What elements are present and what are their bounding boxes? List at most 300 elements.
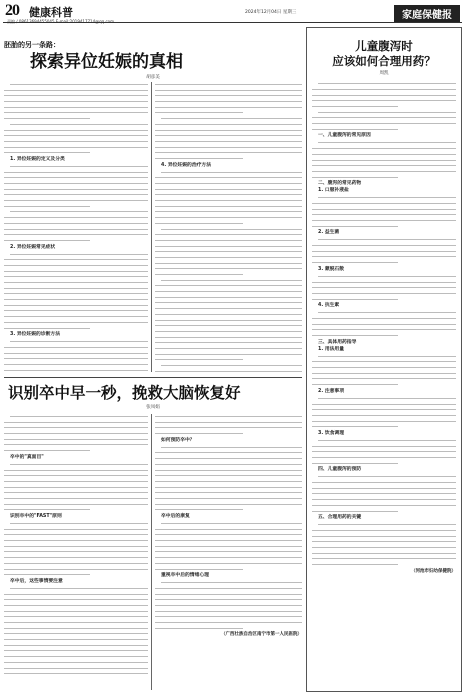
text-line [4, 420, 148, 423]
text-line [155, 198, 302, 201]
text-line [155, 346, 302, 349]
text-line [4, 496, 148, 499]
text-line [155, 450, 302, 453]
text-line [4, 507, 148, 510]
text-line [4, 99, 148, 102]
text-line [155, 580, 302, 583]
text-line [4, 485, 148, 488]
text-line [155, 335, 302, 338]
text-line [4, 592, 148, 595]
paragraph-block [312, 237, 456, 265]
text-line [155, 445, 302, 448]
text-line [312, 474, 456, 477]
text-line [155, 626, 302, 629]
paragraph-block [312, 140, 456, 180]
text-line [4, 204, 148, 207]
text-line [4, 280, 148, 283]
text-line [4, 252, 148, 255]
text-line [312, 509, 456, 512]
text-line [4, 414, 148, 417]
article-3-credit: （河池市妇幼保健院） [411, 568, 456, 574]
text-line [4, 521, 148, 524]
text-line [312, 365, 456, 368]
text-line [312, 212, 456, 215]
text-line [312, 480, 456, 483]
text-line [4, 555, 148, 558]
paragraph-block [155, 521, 302, 572]
text-line [4, 164, 148, 167]
column-divider [151, 82, 152, 372]
text-line [155, 244, 302, 247]
text-line [4, 462, 148, 465]
text-line [312, 274, 456, 277]
text-line [4, 303, 148, 306]
text-line [312, 237, 456, 240]
text-line [312, 254, 456, 257]
text-line [312, 539, 456, 542]
text-line [4, 549, 148, 552]
text-line [155, 105, 302, 108]
text-line [155, 538, 302, 541]
text-line [312, 260, 456, 263]
text-line [4, 339, 148, 342]
section-title: 健康科普 [29, 6, 73, 19]
text-line [4, 181, 148, 184]
text-line [4, 671, 148, 674]
text-line [155, 116, 302, 119]
text-line [4, 345, 148, 348]
text-line [312, 461, 456, 464]
text-line [4, 527, 148, 530]
text-line [4, 105, 148, 108]
text-line [155, 329, 302, 332]
issue-date: 2024年12月04日 星期三 [245, 10, 297, 15]
text-line [312, 402, 456, 405]
text-line [312, 396, 456, 399]
text-line [312, 545, 456, 548]
text-line [155, 128, 302, 131]
article-2-col-2 [155, 414, 302, 692]
text-line [155, 496, 302, 499]
text-line [155, 549, 302, 552]
text-line [312, 152, 456, 155]
text-line [312, 522, 456, 525]
text-line [4, 308, 148, 311]
text-line [155, 521, 302, 524]
text-line [4, 122, 148, 125]
text-line [155, 456, 302, 459]
text-line [4, 326, 148, 329]
text-line [155, 567, 302, 570]
text-line [155, 323, 302, 326]
text-line [155, 139, 302, 142]
text-line [4, 479, 148, 482]
article-1-kicker: 胚胎的另一条路： [4, 41, 60, 49]
text-line [312, 207, 456, 210]
text-line [312, 528, 456, 531]
paragraph-block [312, 474, 456, 514]
text-line [4, 192, 148, 195]
text-line [4, 538, 148, 541]
text-line [155, 278, 302, 281]
text-line [155, 603, 302, 606]
text-line [4, 431, 148, 434]
text-line [155, 272, 302, 275]
text-line [4, 614, 148, 617]
text-line [312, 127, 456, 130]
paragraph-block [4, 252, 148, 332]
text-line [155, 507, 302, 510]
text-line [4, 116, 148, 119]
text-line [4, 291, 148, 294]
article-2-subhead: 如何预防卒中？ [161, 437, 195, 443]
text-line [155, 88, 302, 91]
text-line [4, 82, 148, 85]
text-line [312, 354, 456, 357]
article-1-col-2 [155, 82, 302, 374]
text-line [4, 257, 148, 260]
text-line [155, 232, 302, 235]
text-line [4, 286, 148, 289]
article-2-subhead: 重视卒中后的情绪心理 [161, 573, 209, 579]
article-3-subhead: 2. 注意事项 [318, 388, 345, 394]
text-line [4, 227, 148, 230]
text-line [4, 356, 148, 359]
text-line [155, 369, 302, 372]
article-divider [4, 377, 302, 378]
article-3-subhead: 三、具体用药指导 [318, 339, 357, 345]
text-line [312, 158, 456, 161]
text-line [4, 368, 148, 371]
text-line [312, 249, 456, 252]
text-line [155, 485, 302, 488]
text-line [4, 221, 148, 224]
text-line [4, 648, 148, 651]
text-line [312, 87, 456, 90]
text-line [4, 660, 148, 663]
paragraph-block [312, 274, 456, 302]
text-line [4, 133, 148, 136]
article-2-byline: 张凤娟 [146, 405, 160, 411]
text-line [4, 502, 148, 505]
text-line [155, 586, 302, 589]
text-line [4, 232, 148, 235]
text-line [4, 314, 148, 317]
text-line [312, 104, 456, 107]
text-line [312, 562, 456, 565]
text-line [312, 497, 456, 500]
text-line [155, 145, 302, 148]
paragraph-block [312, 438, 456, 466]
text-line [312, 316, 456, 319]
text-line [312, 491, 456, 494]
text-line [155, 425, 302, 428]
text-line [155, 266, 302, 269]
text-line [4, 567, 148, 570]
text-line [155, 249, 302, 252]
text-line [4, 128, 148, 131]
article-1-subhead: 1. 异位妊娠的定义及分类 [10, 156, 65, 162]
text-line [4, 110, 148, 113]
text-line [155, 473, 302, 476]
paragraph-block [4, 586, 148, 677]
text-line [4, 666, 148, 669]
text-line [312, 486, 456, 489]
page-number: 20 [5, 2, 19, 19]
article-3-subhead: 3. 饮食调理 [318, 430, 345, 436]
text-line [312, 455, 456, 458]
article-3-subhead: 二、腹泻的常见药物 [318, 181, 362, 187]
text-line [4, 654, 148, 657]
text-line [4, 88, 148, 91]
text-line [4, 425, 148, 428]
text-line [4, 187, 148, 190]
text-line [155, 93, 302, 96]
text-line [155, 192, 302, 195]
paragraph-block [4, 82, 148, 156]
paragraph-block [312, 195, 456, 229]
text-line [312, 382, 456, 385]
text-line [312, 201, 456, 204]
text-line [4, 490, 148, 493]
text-line [4, 93, 148, 96]
text-line [4, 297, 148, 300]
text-line [312, 407, 456, 410]
text-line [155, 592, 302, 595]
text-line [155, 204, 302, 207]
text-line [312, 534, 456, 537]
text-line [4, 586, 148, 589]
text-line [312, 424, 456, 427]
article-2-subhead: 卒中后的康复 [161, 514, 190, 519]
text-line [4, 637, 148, 640]
paragraph-block [4, 339, 148, 374]
text-line [155, 295, 302, 298]
article-3-subhead: 4. 抗生素 [318, 303, 340, 309]
text-line [155, 544, 302, 547]
text-line [312, 98, 456, 101]
text-line [312, 93, 456, 96]
text-line [155, 133, 302, 136]
newspaper-brand: 家庭保健报 [394, 5, 460, 22]
text-line [312, 285, 456, 288]
paragraph-block [312, 354, 456, 388]
text-line [155, 255, 302, 258]
text-line [155, 209, 302, 212]
text-line [155, 181, 302, 184]
text-line [4, 150, 148, 153]
text-line [312, 218, 456, 221]
article-3-subhead: 一、儿童腹泻的常见原因 [318, 133, 371, 139]
article-1-headline: 探索异位妊娠的真相 [30, 52, 183, 72]
article-1-subhead: 4. 异位妊娠的治疗方法 [161, 162, 212, 168]
article-3-subhead: 五、合理用药的关键 [318, 515, 362, 521]
text-line [4, 269, 148, 272]
text-line [4, 643, 148, 646]
text-line [312, 322, 456, 325]
text-line [4, 373, 148, 374]
text-line [4, 631, 148, 634]
text-line [155, 187, 302, 190]
paragraph-block [312, 396, 456, 430]
paragraph-block [4, 462, 148, 513]
text-line [312, 556, 456, 559]
article-1-col-1 [4, 82, 148, 374]
paragraph-block [4, 414, 148, 454]
text-line [312, 551, 456, 554]
text-line [4, 145, 148, 148]
text-line [312, 280, 456, 283]
text-line [4, 442, 148, 445]
text-line [155, 221, 302, 224]
text-line [4, 238, 148, 241]
text-line [155, 283, 302, 286]
text-line [155, 420, 302, 423]
text-line [4, 473, 148, 476]
text-line [4, 437, 148, 440]
text-line [312, 419, 456, 422]
paragraph-block [155, 170, 302, 374]
text-line [155, 363, 302, 366]
text-line [155, 532, 302, 535]
paragraph-block [4, 521, 148, 578]
text-line [312, 503, 456, 506]
text-line [312, 310, 456, 313]
text-line [155, 462, 302, 465]
text-line [155, 357, 302, 360]
text-line [155, 300, 302, 303]
text-line [312, 146, 456, 149]
article-3-subhead: 1. 用法用量 [318, 346, 345, 352]
text-line [312, 438, 456, 441]
text-line [155, 215, 302, 218]
text-line [4, 215, 148, 218]
text-line [155, 414, 302, 417]
text-line [155, 175, 302, 178]
article-3-box [306, 27, 462, 692]
paragraph-block [312, 310, 456, 338]
text-line [155, 490, 302, 493]
text-line [312, 413, 456, 416]
text-line [4, 468, 148, 471]
paragraph-block [312, 81, 456, 132]
text-line [4, 532, 148, 535]
text-line [155, 609, 302, 612]
text-line [312, 121, 456, 124]
text-line [155, 340, 302, 343]
text-line [155, 597, 302, 600]
text-line [155, 170, 302, 173]
text-line [4, 274, 148, 277]
text-line [312, 81, 456, 84]
text-line [155, 555, 302, 558]
text-line [155, 431, 302, 434]
paragraph-block [155, 414, 302, 437]
text-line [4, 175, 148, 178]
text-line [4, 448, 148, 451]
text-line [155, 561, 302, 564]
text-line [155, 261, 302, 264]
text-line [155, 318, 302, 321]
page-header [3, 2, 462, 23]
column-divider [151, 414, 152, 690]
article-1-subhead: 2. 异位妊娠常见症状 [10, 244, 56, 250]
text-line [312, 175, 456, 178]
text-line [312, 115, 456, 118]
text-line [155, 306, 302, 309]
article-2-subhead: 卒中的"真面目" [10, 454, 44, 460]
text-line [4, 263, 148, 266]
article-3-subhead: 四、儿童腹泻的预防 [318, 467, 362, 473]
text-line [4, 139, 148, 142]
text-line [4, 198, 148, 201]
text-line [155, 620, 302, 623]
text-line [155, 82, 302, 85]
text-line [312, 169, 456, 172]
paragraph-block [155, 580, 302, 631]
text-line [312, 243, 456, 246]
paragraph-block [155, 82, 302, 162]
article-3-subhead: 1. 口服补液盐 [318, 188, 349, 194]
article-1-subhead: 3. 异位妊娠的诊断方法 [10, 332, 61, 338]
text-line [155, 479, 302, 482]
text-line [312, 195, 456, 198]
text-line [4, 351, 148, 354]
article-2-subhead: 识别卒中的"FAST"原则 [10, 514, 62, 519]
text-line [4, 572, 148, 575]
article-2-credit: （广西壮族自治区南宁市第一人民医院） [221, 632, 302, 638]
text-line [312, 163, 456, 166]
text-line [4, 320, 148, 323]
text-line [155, 352, 302, 355]
text-line [155, 312, 302, 315]
text-line [4, 561, 148, 564]
text-line [312, 371, 456, 374]
article-3-subhead: 3. 蒙脱石散 [318, 266, 345, 272]
text-line [312, 359, 456, 362]
text-line [312, 224, 456, 227]
text-line [312, 327, 456, 330]
text-line [312, 297, 456, 300]
text-line [155, 150, 302, 153]
text-line [155, 502, 302, 505]
text-line [155, 122, 302, 125]
text-line [312, 140, 456, 143]
article-3-headline-line-1: 儿童腹泻时 [355, 39, 413, 53]
text-line [4, 609, 148, 612]
text-line [155, 527, 302, 530]
article-3-subhead: 2. 益生菌 [318, 230, 340, 236]
article-2-head [4, 384, 302, 418]
text-line [4, 603, 148, 606]
text-line [155, 238, 302, 241]
paragraph-block [155, 445, 302, 513]
text-line [312, 449, 456, 452]
text-line [155, 614, 302, 617]
article-3-headline-line-2: 应该如何合理用药？ [332, 53, 436, 68]
text-line [4, 597, 148, 600]
text-line [155, 468, 302, 471]
text-line [312, 333, 456, 336]
text-line [4, 362, 148, 365]
editor-line: 责编 / 08613694455045 E-mail:2019417714@qq.com [7, 19, 115, 24]
text-line [155, 227, 302, 230]
paragraph-block [4, 164, 148, 244]
text-line [4, 544, 148, 547]
text-line [155, 289, 302, 292]
paragraph-block [312, 522, 456, 568]
text-line [312, 376, 456, 379]
